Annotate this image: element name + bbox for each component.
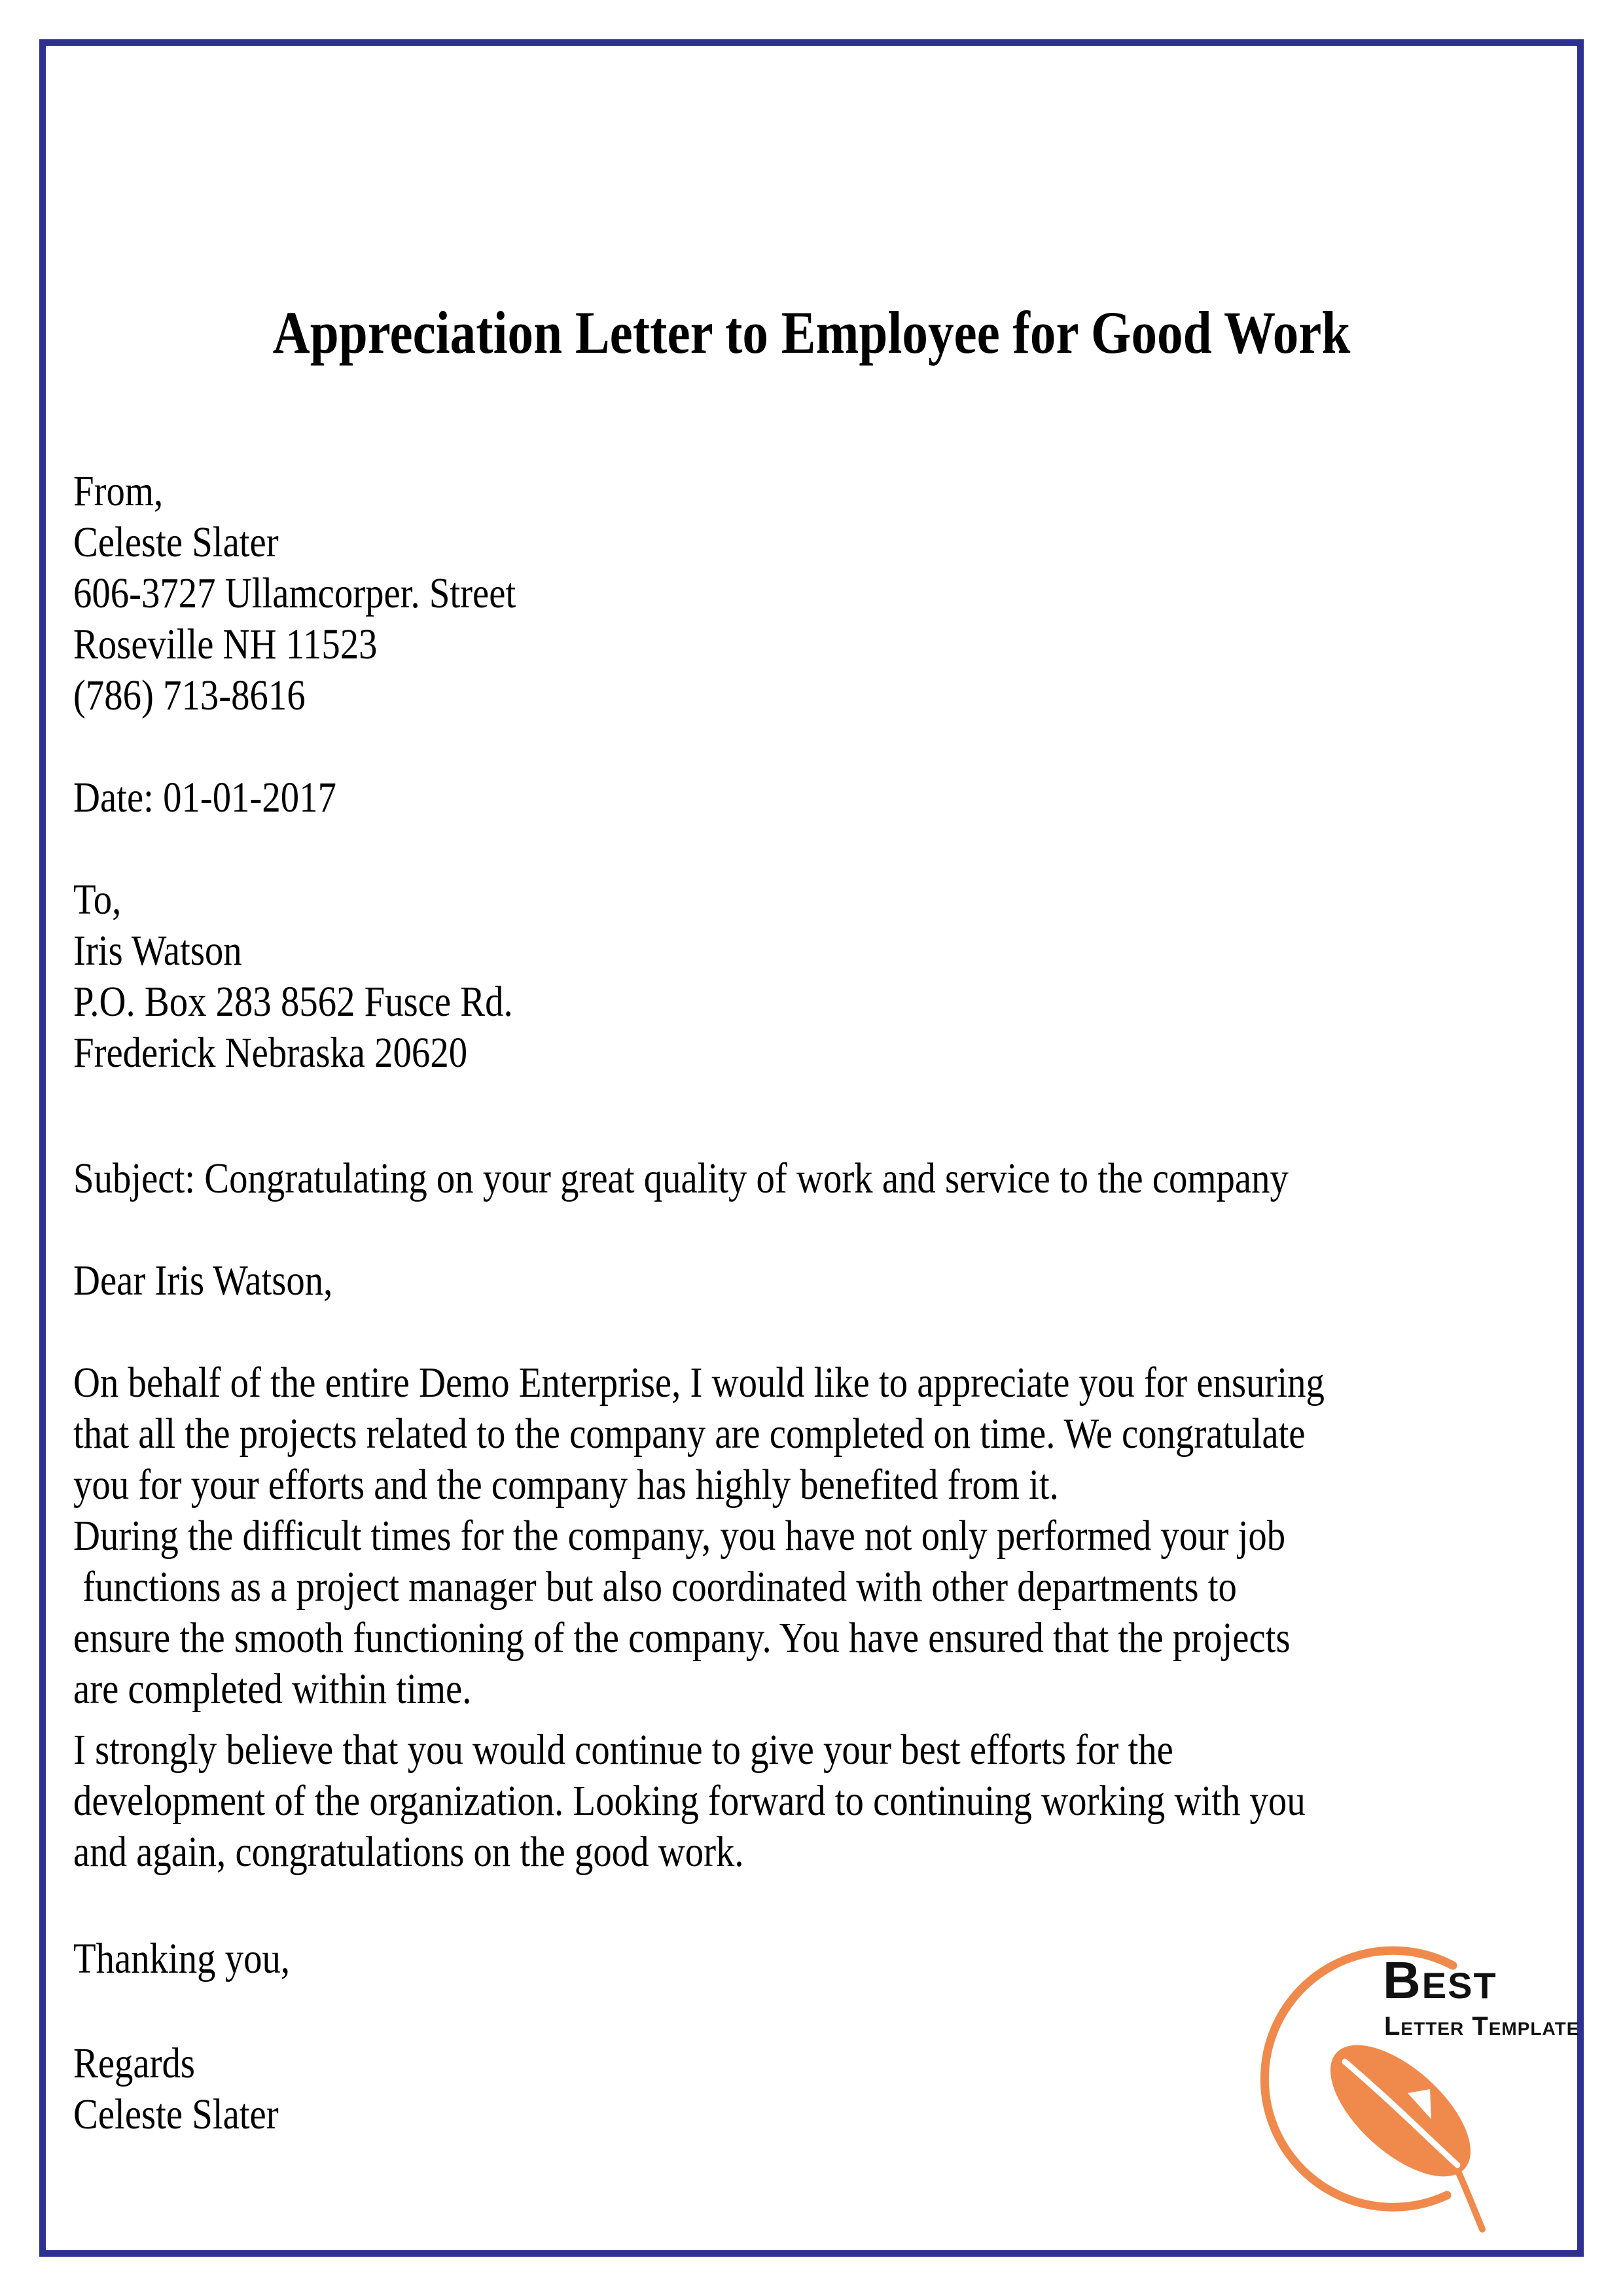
letter-line: To, bbox=[73, 876, 122, 924]
letter-line: Iris Watson bbox=[73, 927, 242, 975]
logo-title: Best bbox=[1383, 1951, 1497, 2009]
letter-title: Appreciation Letter to Employee for Good Work bbox=[272, 299, 1351, 366]
letter-line: Roseville NH 11523 bbox=[73, 620, 378, 668]
letter-line: On behalf of the entire Demo Enterprise, I would like to appreciate you for ensuring bbox=[73, 1359, 1325, 1407]
letter-line: Regards bbox=[73, 2039, 196, 2087]
letter-block-paragraph-3 bbox=[73, 1725, 1559, 1878]
letter-line: From, bbox=[73, 467, 164, 515]
letter-line: are completed within time. bbox=[73, 1665, 472, 1713]
letter-line: Dear Iris Watson, bbox=[73, 1257, 333, 1304]
letter-line: development of the organization. Looking forward to continuing working with you bbox=[73, 1777, 1306, 1825]
letter-line: and again, congratulations on the good work. bbox=[73, 1828, 744, 1876]
letter-line: I strongly believe that you would continue to give your best efforts for the bbox=[73, 1726, 1173, 1774]
letter-line: that all the projects related to the company are completed on time. We congratulate bbox=[73, 1410, 1306, 1458]
letter-block-recipient bbox=[73, 874, 1559, 1079]
letter-line: During the difficult times for the company, you have not only performed your job bbox=[73, 1512, 1286, 1560]
letter-line: Subject: Congratulating on your great quality of work and service to the company bbox=[73, 1155, 1289, 1202]
letter-line: P.O. Box 283 8562 Fusce Rd. bbox=[73, 978, 513, 1026]
letter-block-paragraph-1 bbox=[73, 1357, 1559, 1511]
letter-line: functions as a project manager but also coordinated with other departments to bbox=[73, 1563, 1237, 1611]
letter-line: Celeste Slater bbox=[73, 518, 279, 566]
letter-line: Celeste Slater bbox=[73, 2090, 279, 2138]
letter-block-date bbox=[73, 772, 1559, 823]
letter-block-subject bbox=[73, 1153, 1559, 1204]
letter-block-salutation bbox=[73, 1255, 1559, 1306]
letter-line: Thanking you, bbox=[73, 1935, 291, 1982]
letter-line: ensure the smooth functioning of the company. You have ensured that the projects bbox=[73, 1614, 1291, 1662]
letter-line: (786) 713-8616 bbox=[73, 672, 306, 719]
letter-body bbox=[73, 466, 1559, 2140]
letter-line: Date: 01-01-2017 bbox=[73, 774, 336, 821]
brand-logo bbox=[1253, 1931, 1580, 2245]
letter-line: 606-3727 Ullamcorper. Street bbox=[73, 569, 516, 617]
letter-block-paragraph-2 bbox=[73, 1511, 1559, 1715]
letter-block-sender bbox=[73, 466, 1559, 721]
letter-line: Frederick Nebraska 20620 bbox=[73, 1029, 468, 1077]
letter-line: you for your efforts and the company has highly benefited from it. bbox=[73, 1461, 1059, 1509]
logo-subtitle: Letter Template bbox=[1384, 2012, 1580, 2041]
